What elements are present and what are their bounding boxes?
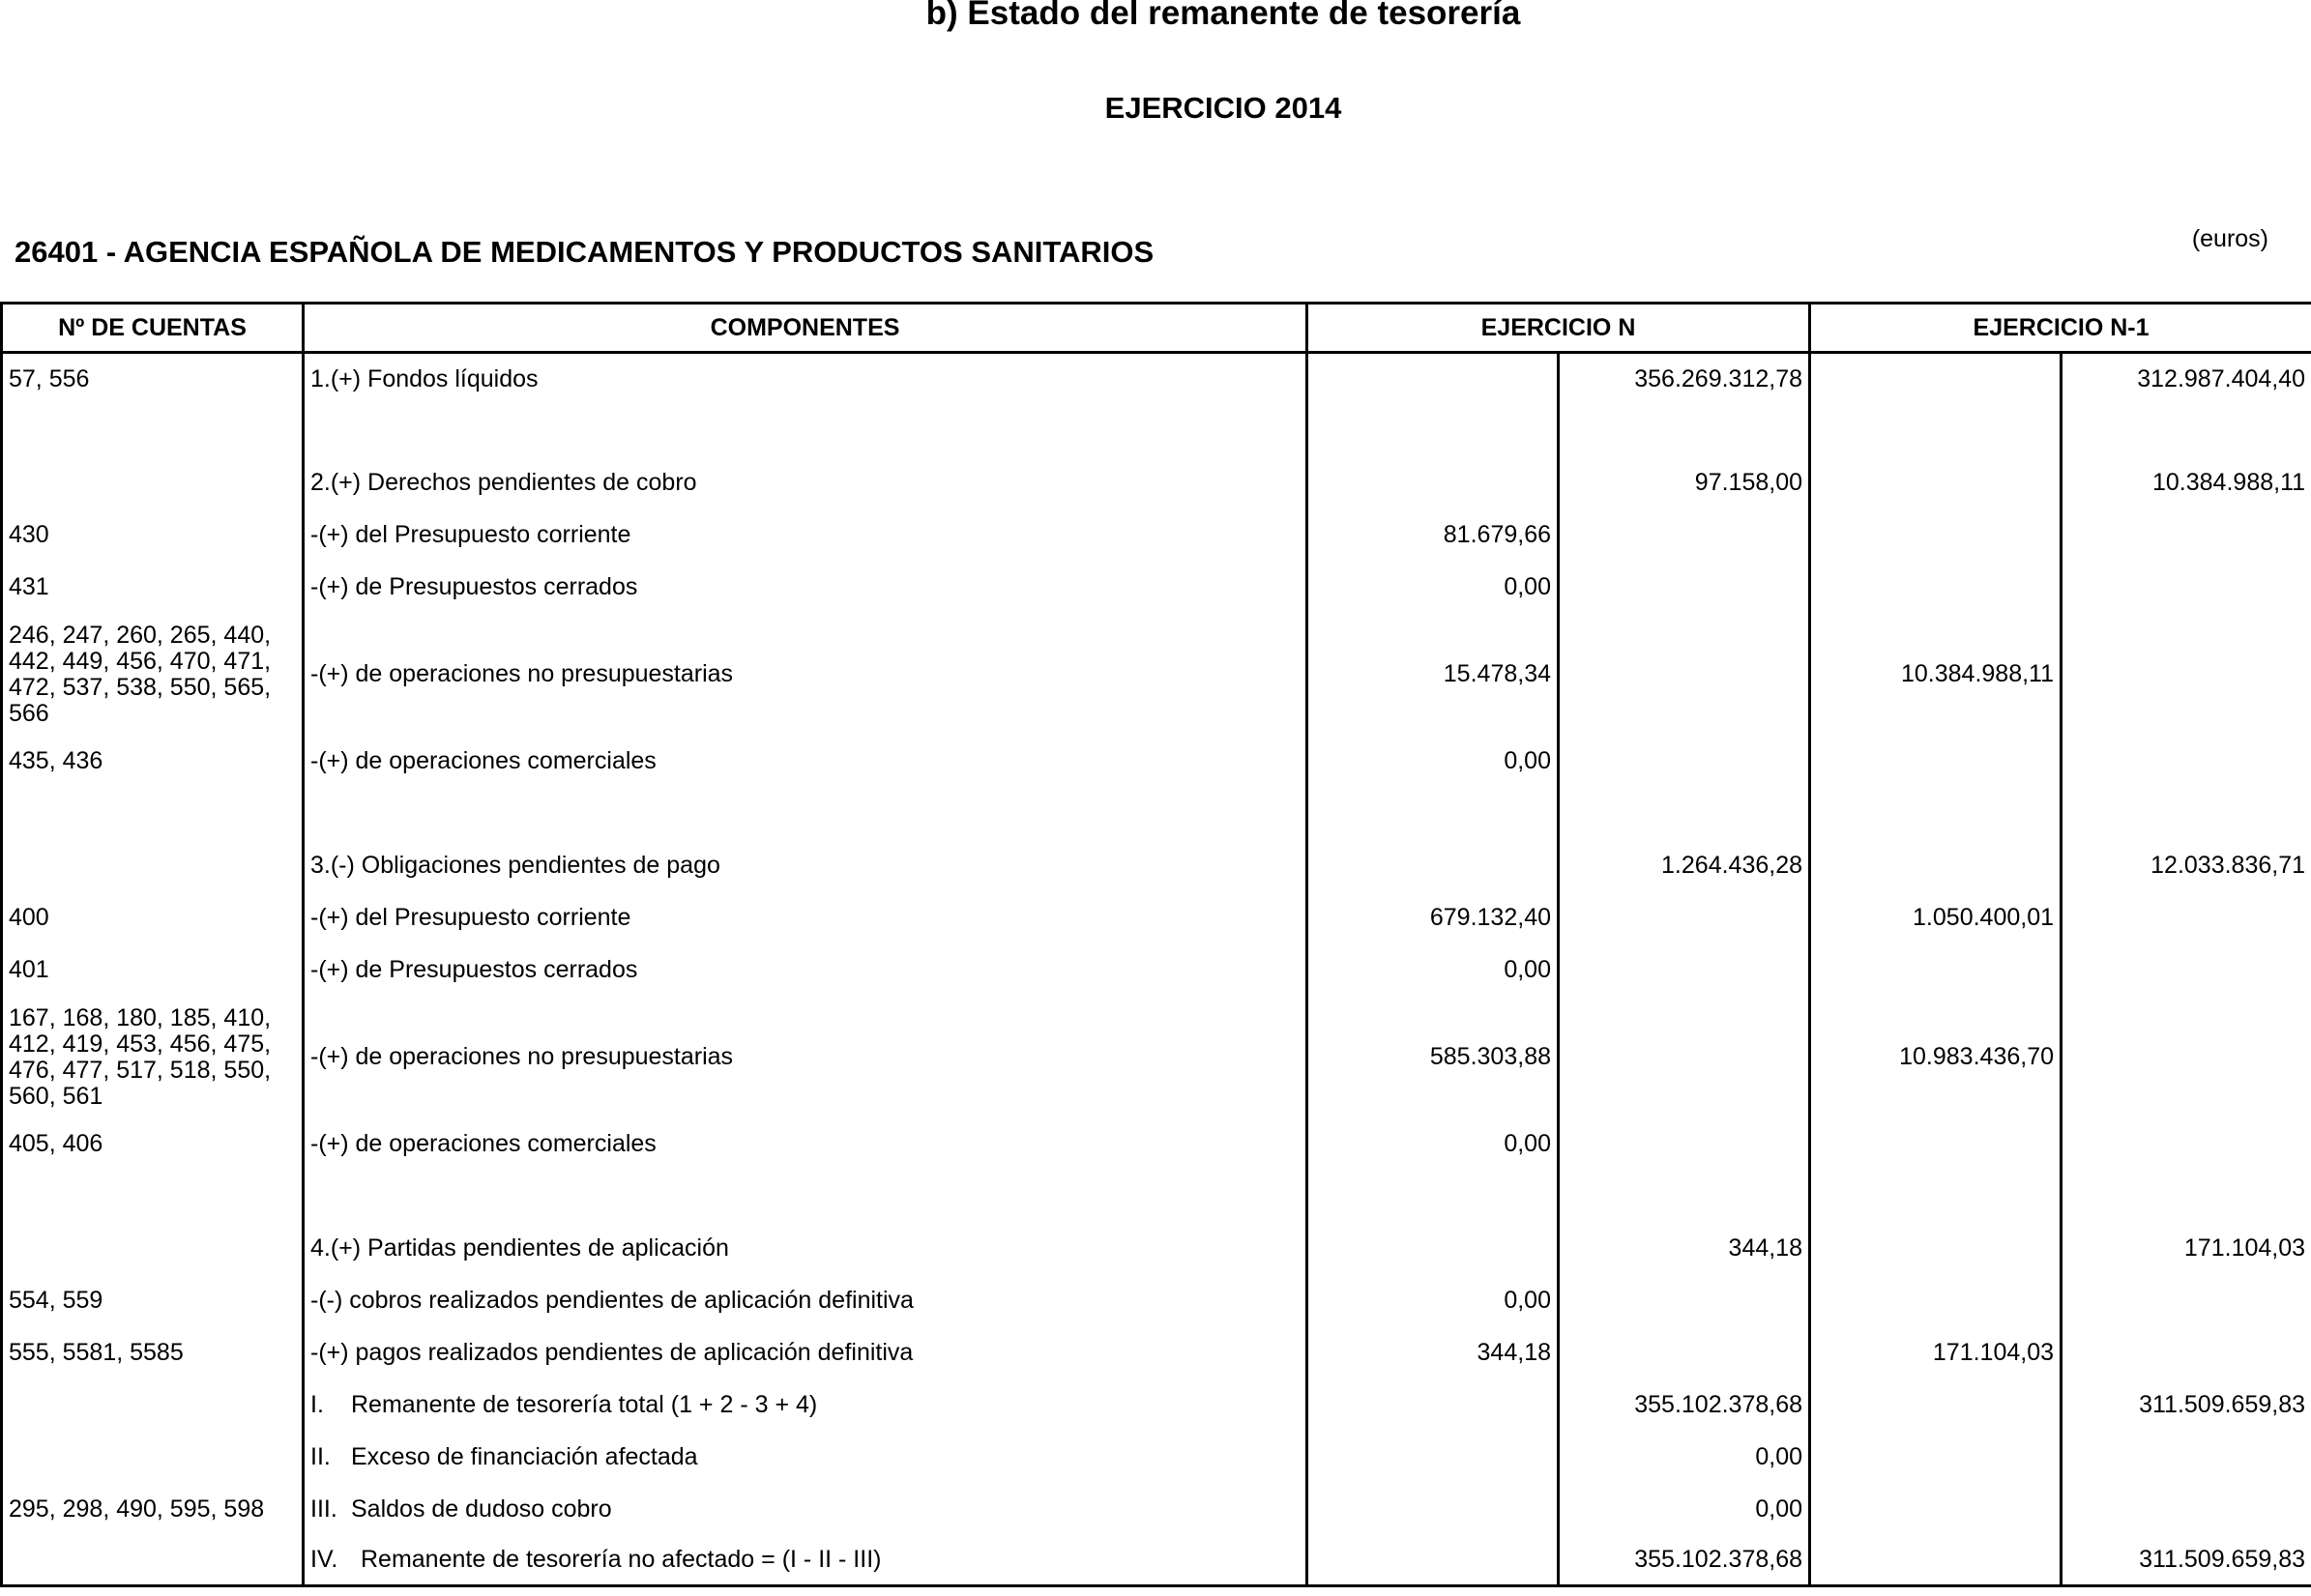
year-n1-total-cell: [2062, 736, 2311, 788]
component-cell: [304, 405, 1307, 457]
year-n1-total-cell: 12.033.836,71: [2062, 840, 2311, 892]
entity-name: 26401 - AGENCIA ESPAÑOLA DE MEDICAMENTOS Y PRODUCTOS SANITARIOS: [15, 235, 1155, 269]
year-n1-detail-cell: [1810, 1536, 2062, 1586]
component-cell: [304, 1327, 1307, 1379]
component-cell: [304, 1536, 1307, 1586]
component-label: Exceso de financiación afectada: [351, 1443, 698, 1470]
year-n-total-cell: [1559, 405, 1810, 457]
year-n1-total-cell: [2062, 1118, 2311, 1171]
year-n1-total-cell: [2062, 405, 2311, 457]
year-n-detail-cell: 0,00: [1307, 944, 1559, 997]
account-numbers-cell: [2, 840, 304, 892]
year-n-detail-cell: [1307, 457, 1559, 509]
currency-units: (euros): [2191, 225, 2268, 252]
component-cell: [304, 944, 1307, 997]
table-row: [2, 788, 2311, 840]
account-numbers-cell: 400: [2, 892, 304, 944]
year-n-detail-cell: [1307, 1536, 1559, 1586]
component-label: -(+) del Presupuesto corriente: [310, 521, 631, 548]
year-n-total-cell: [1559, 1171, 1810, 1223]
roman-numeral: IV.: [310, 1546, 338, 1574]
account-numbers-cell: 555, 5581, 5585: [2, 1327, 304, 1379]
component-cell: [304, 562, 1307, 614]
year-n1-total-cell: [2062, 1432, 2311, 1484]
year-n-detail-cell: [1307, 353, 1559, 405]
table-row: [2, 457, 2311, 509]
component-cell: [304, 1118, 1307, 1171]
account-numbers-cell: 405, 406: [2, 1118, 304, 1171]
year-n-detail-cell: 344,18: [1307, 1327, 1559, 1379]
table-row: [2, 405, 2311, 457]
table-row: [2, 1223, 2311, 1275]
column-header-year-n: EJERCICIO N: [1307, 304, 1810, 353]
year-n1-total-cell: [2062, 562, 2311, 614]
component-label: 2.(+) Derechos pendientes de cobro: [310, 469, 697, 496]
component-label: -(+) pagos realizados pendientes de aplicación definitiva: [310, 1339, 914, 1366]
table-row: [2, 736, 2311, 788]
year-n-total-cell: [1559, 1327, 1810, 1379]
table-row: [2, 1327, 2311, 1379]
account-numbers-cell: [2, 1432, 304, 1484]
year-n-detail-cell: [1307, 1223, 1559, 1275]
component-cell: [304, 1171, 1307, 1223]
component-label: -(+) de operaciones comerciales: [310, 1130, 657, 1157]
year-n-detail-cell: [1307, 1432, 1559, 1484]
account-numbers-cell: 430: [2, 509, 304, 562]
table-row: [2, 1484, 2311, 1536]
component-cell: [304, 1275, 1307, 1327]
year-n1-detail-cell: [1810, 736, 2062, 788]
year-n-detail-cell: [1307, 1171, 1559, 1223]
component-label: Saldos de dudoso cobro: [351, 1495, 612, 1523]
year-n-detail-cell: 0,00: [1307, 1275, 1559, 1327]
year-n1-detail-cell: [1810, 944, 2062, 997]
year-n1-detail-cell: [1810, 1275, 2062, 1327]
component-cell: [304, 1379, 1307, 1432]
column-header-components: COMPONENTES: [304, 304, 1307, 353]
roman-numeral: II.: [310, 1443, 331, 1470]
component-cell: [304, 788, 1307, 840]
component-label: -(-) cobros realizados pendientes de aplicación definitiva: [310, 1287, 914, 1314]
component-cell: [304, 614, 1307, 736]
year-n-total-cell: 356.269.312,78: [1559, 353, 1810, 405]
account-numbers-cell: 57, 556: [2, 353, 304, 405]
year-n-total-cell: [1559, 736, 1810, 788]
table-row: [2, 353, 2311, 405]
year-n1-total-cell: [2062, 944, 2311, 997]
component-label: -(+) de Presupuestos cerrados: [310, 956, 638, 983]
year-n1-total-cell: 311.509.659,83: [2062, 1379, 2311, 1432]
year-n-total-cell: [1559, 788, 1810, 840]
component-label: 1.(+) Fondos líquidos: [310, 364, 539, 392]
roman-numeral: I.: [310, 1391, 324, 1418]
year-n-detail-cell: [1307, 1379, 1559, 1432]
column-header-accounts: Nº DE CUENTAS: [2, 304, 304, 353]
table-header-row: [2, 304, 2311, 353]
component-cell: [304, 1432, 1307, 1484]
year-n-total-cell: 355.102.378,68: [1559, 1379, 1810, 1432]
year-n-total-cell: [1559, 562, 1810, 614]
table-row: [2, 1171, 2311, 1223]
year-n1-detail-cell: [1810, 840, 2062, 892]
account-numbers-cell: [2, 1171, 304, 1223]
component-cell: [304, 840, 1307, 892]
roman-numeral: III.: [310, 1495, 337, 1523]
account-numbers-cell: [2, 405, 304, 457]
table-row: [2, 892, 2311, 944]
year-n1-detail-cell: [1810, 562, 2062, 614]
year-n-detail-cell: [1307, 1484, 1559, 1536]
year-n-total-cell: [1559, 614, 1810, 736]
year-n1-total-cell: 171.104,03: [2062, 1223, 2311, 1275]
year-n-total-cell: [1559, 944, 1810, 997]
account-numbers-cell: [2, 1223, 304, 1275]
component-label: Remanente de tesorería total (1 + 2 - 3 + 4): [351, 1391, 818, 1418]
component-cell: [304, 509, 1307, 562]
account-numbers-cell: 246, 247, 260, 265, 440, 442, 449, 456, 470, 471, 472, 537, 538, 550, 565, 566: [2, 614, 304, 736]
table-row: [2, 840, 2311, 892]
component-cell: [304, 997, 1307, 1118]
year-n-detail-cell: 679.132,40: [1307, 892, 1559, 944]
component-label: -(+) de Presupuestos cerrados: [310, 573, 638, 600]
year-n-total-cell: [1559, 509, 1810, 562]
component-label: -(+) de operaciones no presupuestarias: [310, 1043, 734, 1070]
component-label: 3.(-) Obligaciones pendientes de pago: [310, 852, 720, 879]
year-n1-detail-cell: [1810, 353, 2062, 405]
year-n1-total-cell: [2062, 892, 2311, 944]
component-cell: [304, 353, 1307, 405]
account-numbers-cell: 431: [2, 562, 304, 614]
year-n-detail-cell: [1307, 788, 1559, 840]
account-numbers-cell: [2, 457, 304, 509]
year-n-total-cell: 1.264.436,28: [1559, 840, 1810, 892]
year-n1-detail-cell: [1810, 1484, 2062, 1536]
year-n-total-cell: 0,00: [1559, 1432, 1810, 1484]
table-row: [2, 614, 2311, 736]
year-n1-total-cell: 10.384.988,11: [2062, 457, 2311, 509]
year-n-detail-cell: 585.303,88: [1307, 997, 1559, 1118]
component-cell: [304, 457, 1307, 509]
report-title: b) Estado del remanente de tesorería: [925, 0, 1521, 32]
year-n1-total-cell: 312.987.404,40: [2062, 353, 2311, 405]
year-n1-detail-cell: [1810, 788, 2062, 840]
year-n1-detail-cell: [1810, 1432, 2062, 1484]
year-n1-total-cell: [2062, 614, 2311, 736]
component-cell: [304, 892, 1307, 944]
table-row: [2, 509, 2311, 562]
year-n1-total-cell: [2062, 1171, 2311, 1223]
treasury-remainder-table: [0, 302, 2311, 1587]
year-n1-detail-cell: 10.384.988,11: [1810, 614, 2062, 736]
year-n1-total-cell: [2062, 1327, 2311, 1379]
year-n1-detail-cell: [1810, 1171, 2062, 1223]
year-n-detail-cell: 0,00: [1307, 1118, 1559, 1171]
account-numbers-cell: 554, 559: [2, 1275, 304, 1327]
year-n1-detail-cell: 171.104,03: [1810, 1327, 2062, 1379]
year-n-detail-cell: 15.478,34: [1307, 614, 1559, 736]
component-label: Remanente de tesorería no afectado = (I - II - III): [361, 1546, 882, 1574]
table-body: [2, 353, 2311, 1586]
year-n1-total-cell: [2062, 997, 2311, 1118]
year-n1-total-cell: [2062, 788, 2311, 840]
year-n-total-cell: [1559, 1275, 1810, 1327]
year-n-total-cell: 97.158,00: [1559, 457, 1810, 509]
account-numbers-cell: 295, 298, 490, 595, 598: [2, 1484, 304, 1536]
year-n1-detail-cell: [1810, 405, 2062, 457]
year-n1-total-cell: [2062, 509, 2311, 562]
year-n1-detail-cell: [1810, 457, 2062, 509]
account-numbers-cell: 167, 168, 180, 185, 410, 412, 419, 453, 456, 475, 476, 477, 517, 518, 550, 560, 561: [2, 997, 304, 1118]
year-n1-total-cell: [2062, 1275, 2311, 1327]
fiscal-year-heading: EJERCICIO 2014: [1104, 91, 1342, 125]
year-n1-detail-cell: [1810, 1118, 2062, 1171]
year-n-total-cell: [1559, 1118, 1810, 1171]
account-numbers-cell: [2, 1379, 304, 1432]
component-label: -(+) de operaciones comerciales: [310, 747, 657, 774]
year-n1-detail-cell: [1810, 1223, 2062, 1275]
component-label: -(+) del Presupuesto corriente: [310, 904, 631, 931]
year-n-total-cell: [1559, 892, 1810, 944]
year-n-detail-cell: 0,00: [1307, 562, 1559, 614]
year-n1-detail-cell: 10.983.436,70: [1810, 997, 2062, 1118]
table-row: [2, 1536, 2311, 1586]
year-n-total-cell: 344,18: [1559, 1223, 1810, 1275]
component-cell: [304, 736, 1307, 788]
year-n-total-cell: 0,00: [1559, 1484, 1810, 1536]
year-n-detail-cell: [1307, 405, 1559, 457]
table-row: [2, 1118, 2311, 1171]
year-n-detail-cell: [1307, 840, 1559, 892]
year-n1-total-cell: 311.509.659,83: [2062, 1536, 2311, 1586]
account-numbers-cell: [2, 788, 304, 840]
account-numbers-cell: 401: [2, 944, 304, 997]
table-row: [2, 1275, 2311, 1327]
year-n1-detail-cell: [1810, 509, 2062, 562]
table-row: [2, 1432, 2311, 1484]
table-row: [2, 944, 2311, 997]
year-n1-detail-cell: [1810, 1379, 2062, 1432]
year-n-detail-cell: 81.679,66: [1307, 509, 1559, 562]
column-header-year-n1: EJERCICIO N-1: [1810, 304, 2311, 353]
year-n-total-cell: [1559, 997, 1810, 1118]
year-n-total-cell: 355.102.378,68: [1559, 1536, 1810, 1586]
component-cell: [304, 1484, 1307, 1536]
table-row: [2, 1379, 2311, 1432]
component-cell: [304, 1223, 1307, 1275]
year-n-detail-cell: 0,00: [1307, 736, 1559, 788]
account-numbers-cell: [2, 1536, 304, 1586]
component-label: 4.(+) Partidas pendientes de aplicación: [310, 1234, 729, 1262]
component-label: -(+) de operaciones no presupuestarias: [310, 660, 734, 687]
table-row: [2, 562, 2311, 614]
year-n1-total-cell: [2062, 1484, 2311, 1536]
account-numbers-cell: 435, 436: [2, 736, 304, 788]
year-n1-detail-cell: 1.050.400,01: [1810, 892, 2062, 944]
table-row: [2, 997, 2311, 1118]
